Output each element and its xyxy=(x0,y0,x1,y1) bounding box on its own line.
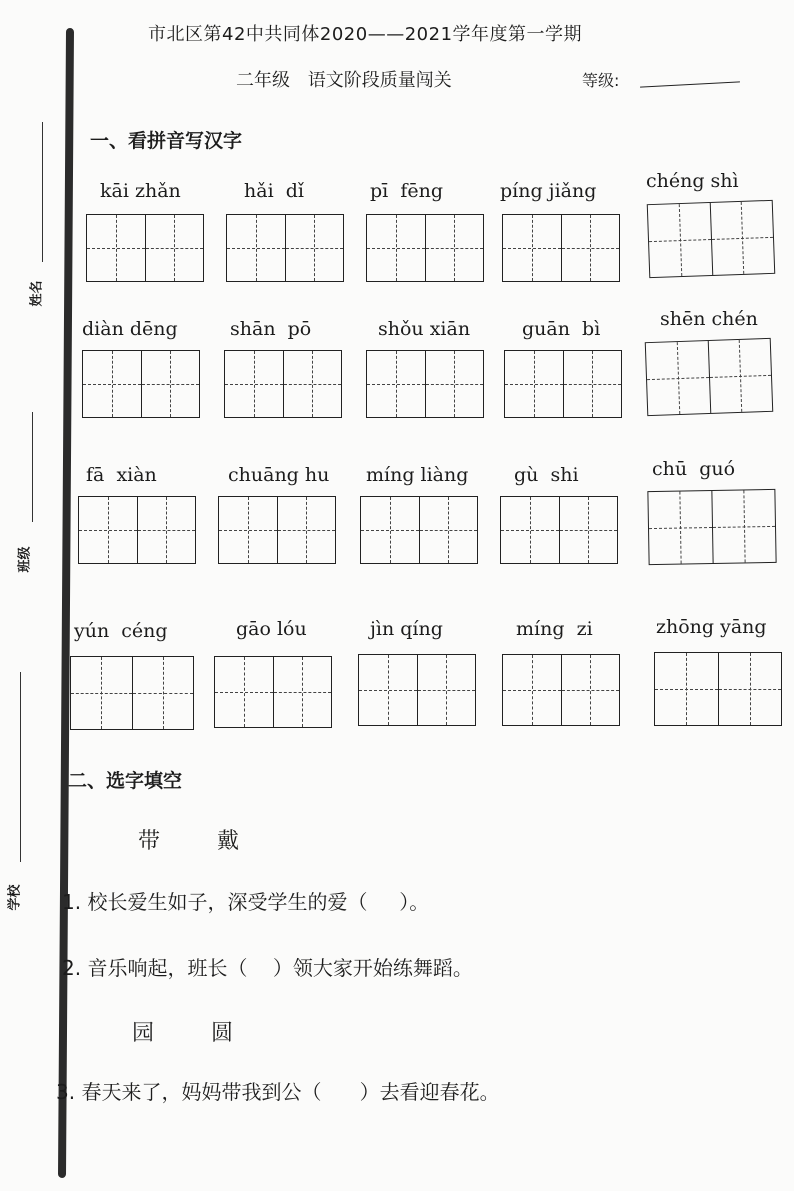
pinyin-label: chuāng hu xyxy=(228,464,330,486)
question-3: 3. 春天来了，妈妈带我到公（ ）去看迎春花。 xyxy=(56,1080,500,1104)
section1-heading: 一、看拼音写汉字 xyxy=(90,130,243,152)
grid-cell[interactable] xyxy=(655,653,718,725)
pinyin-label: yún céng xyxy=(74,620,168,642)
grid-cell[interactable] xyxy=(419,497,478,563)
pinyin-label: jìn qíng xyxy=(370,618,443,640)
grid-cell[interactable] xyxy=(87,215,145,281)
pinyin-label: chū guó xyxy=(652,458,736,480)
grade-blank[interactable] xyxy=(640,81,740,87)
grid-cell[interactable] xyxy=(425,351,484,417)
writing-grid[interactable] xyxy=(500,496,618,564)
grid-cell[interactable] xyxy=(132,657,194,729)
grid-cell[interactable] xyxy=(359,655,417,725)
grid-cell[interactable] xyxy=(227,215,285,281)
grid-cell[interactable] xyxy=(137,497,196,563)
choice-characters: 带 戴 xyxy=(138,829,239,854)
grid-cell[interactable] xyxy=(648,491,712,564)
writing-grid[interactable] xyxy=(70,656,194,730)
pinyin-label: gù shi xyxy=(514,464,579,486)
writing-grid[interactable] xyxy=(224,350,342,418)
writing-grid[interactable] xyxy=(647,200,776,278)
grid-cell[interactable] xyxy=(219,497,277,563)
writing-grid[interactable] xyxy=(366,350,484,418)
writing-grid[interactable] xyxy=(218,496,336,564)
writing-grid[interactable] xyxy=(358,654,476,726)
grid-cell[interactable] xyxy=(79,497,137,563)
grid-cell[interactable] xyxy=(559,497,618,563)
pinyin-label: míng liàng xyxy=(366,464,469,486)
section2-heading: 二、选字填空 xyxy=(68,770,183,792)
pinyin-label: míng zi xyxy=(516,618,593,640)
writing-grid[interactable] xyxy=(226,214,344,282)
question-1: 1. 校长爱生如子，深受学生的爱（ ）。 xyxy=(62,890,430,914)
pinyin-label: píng jiǎng xyxy=(500,180,597,202)
grid-cell[interactable] xyxy=(503,655,561,725)
class-underline xyxy=(32,412,33,522)
exam-title: 市北区第42中共同体2020——2021学年度第一学期 xyxy=(148,24,583,45)
grid-cell[interactable] xyxy=(367,351,425,417)
writing-grid[interactable] xyxy=(214,656,332,728)
grid-cell[interactable] xyxy=(417,655,476,725)
grid-cell[interactable] xyxy=(273,657,332,727)
pinyin-label: chéng shì xyxy=(646,170,739,192)
writing-grid[interactable] xyxy=(78,496,196,564)
pinyin-label: shǒu xiān xyxy=(378,318,471,340)
grid-cell[interactable] xyxy=(561,215,620,281)
writing-grid[interactable] xyxy=(504,350,622,418)
grid-cell[interactable] xyxy=(505,351,563,417)
pinyin-label: pī fēng xyxy=(370,180,443,202)
writing-grid[interactable] xyxy=(654,652,782,726)
grade-label: 等级: xyxy=(582,71,620,90)
writing-grid[interactable] xyxy=(366,214,484,282)
school-label: 学校 xyxy=(7,884,23,911)
grid-cell[interactable] xyxy=(277,497,336,563)
grid-cell[interactable] xyxy=(501,497,559,563)
pinyin-label: guān bì xyxy=(522,318,601,340)
grid-cell[interactable] xyxy=(141,351,200,417)
pinyin-label: hǎi dǐ xyxy=(244,180,304,202)
grid-cell[interactable] xyxy=(648,203,712,277)
pinyin-label: gāo lóu xyxy=(236,618,307,640)
grid-cell[interactable] xyxy=(361,497,419,563)
grid-cell[interactable] xyxy=(283,351,342,417)
writing-grid[interactable] xyxy=(82,350,200,418)
exam-subtitle: 二年级 语文阶段质量闯关 xyxy=(236,70,452,91)
writing-grid[interactable] xyxy=(647,489,776,565)
grid-cell[interactable] xyxy=(707,339,772,413)
pinyin-label: zhōng yāng xyxy=(656,616,767,638)
grid-cell[interactable] xyxy=(285,215,344,281)
writing-grid[interactable] xyxy=(645,338,774,416)
grid-cell[interactable] xyxy=(646,341,710,415)
binding-bar xyxy=(58,28,74,1178)
name-underline xyxy=(42,122,43,262)
grid-cell[interactable] xyxy=(503,215,561,281)
question-2: 2. 音乐响起，班长（ ）领大家开始练舞蹈。 xyxy=(62,956,473,980)
pinyin-label: diàn dēng xyxy=(82,318,178,340)
school-underline xyxy=(20,672,21,862)
pinyin-label: shān pō xyxy=(230,318,312,340)
grid-cell[interactable] xyxy=(71,657,132,729)
grid-cell[interactable] xyxy=(425,215,484,281)
grid-cell[interactable] xyxy=(145,215,204,281)
grid-cell[interactable] xyxy=(83,351,141,417)
class-label: 班级 xyxy=(17,546,33,573)
writing-grid[interactable] xyxy=(502,654,620,726)
grid-cell[interactable] xyxy=(561,655,620,725)
pinyin-label: fā xiàn xyxy=(86,464,157,486)
grid-cell[interactable] xyxy=(367,215,425,281)
name-label: 姓名 xyxy=(29,280,45,307)
choice-characters: 园 圆 xyxy=(132,1021,233,1046)
grid-cell[interactable] xyxy=(718,653,782,725)
grid-cell[interactable] xyxy=(709,201,774,275)
writing-grid[interactable] xyxy=(86,214,204,282)
grid-cell[interactable] xyxy=(711,490,776,563)
grid-cell[interactable] xyxy=(215,657,273,727)
pinyin-label: kāi zhǎn xyxy=(100,180,181,202)
writing-grid[interactable] xyxy=(360,496,478,564)
grid-cell[interactable] xyxy=(563,351,622,417)
writing-grid[interactable] xyxy=(502,214,620,282)
grid-cell[interactable] xyxy=(225,351,283,417)
pinyin-label: shēn chén xyxy=(660,308,758,330)
